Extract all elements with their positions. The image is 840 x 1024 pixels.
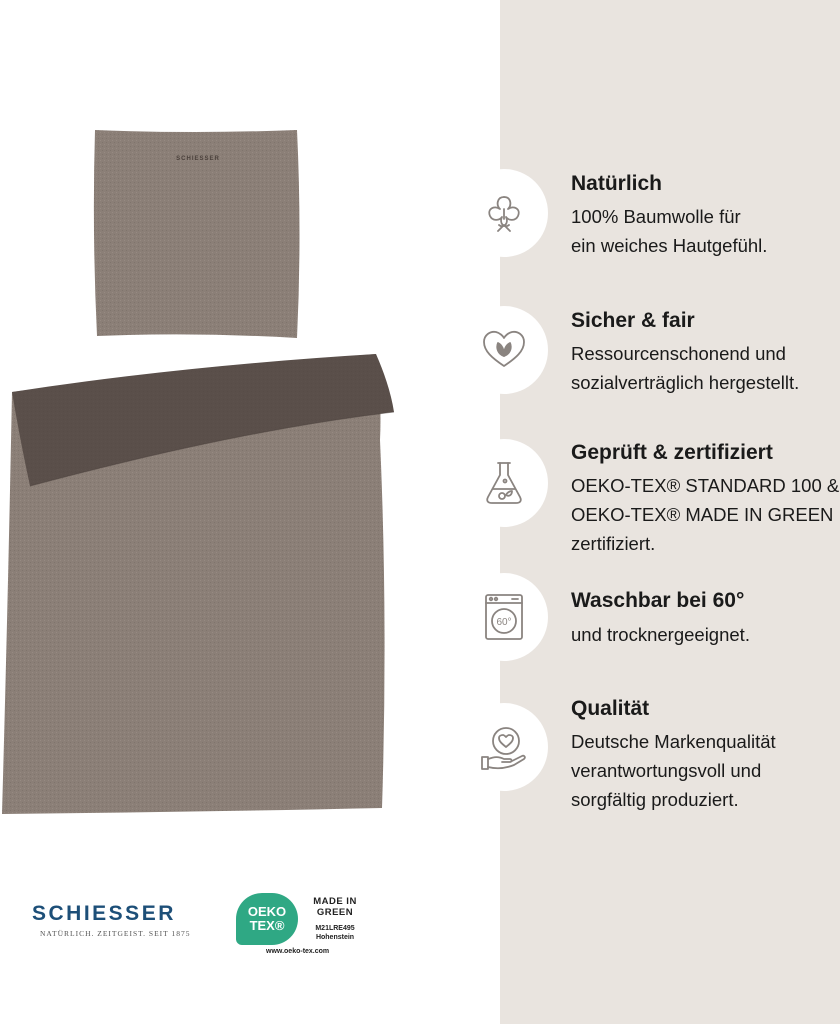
feature-title-sicher-fair: Sicher & fair <box>571 309 695 332</box>
feature-desc-geprueft <box>571 471 839 558</box>
feature-desc-sicher-fair <box>571 339 799 397</box>
oeko-url: www.oeko-tex.com <box>266 948 330 955</box>
feature-title-waschbar: Waschbar bei 60° <box>571 589 745 612</box>
oeko-tex-logo <box>236 893 298 945</box>
feature-desc-line: zertifiziert. <box>571 533 656 554</box>
hand-globe-heart-icon <box>460 703 548 791</box>
feature-desc-waschbar <box>571 620 750 649</box>
feature-title-natuerlich: Natürlich <box>571 172 663 195</box>
feature-desc-natuerlich <box>571 202 767 260</box>
washing-temperature-label: 60° <box>496 617 512 628</box>
cotton-flower-icon <box>460 169 548 257</box>
oeko-made-in-green <box>310 896 360 918</box>
heart-leaf-icon <box>460 306 548 394</box>
feature-desc-line: OEKO-TEX® STANDARD 100 & <box>571 475 840 496</box>
feature-title-geprueft: Geprüft & zertifiziert <box>571 441 773 464</box>
oeko-made-in: MADE IN <box>313 896 357 907</box>
feature-desc-line: Ressourcenschonend und <box>571 343 786 364</box>
oeko-line1: OEKO <box>247 904 287 919</box>
oeko-code: M21LRE495 <box>315 925 355 932</box>
pillow-brand-label: SCHIESSER <box>176 156 220 162</box>
feature-list <box>460 0 840 1024</box>
feature-title-qualitaet: Qualität <box>571 697 650 720</box>
feature-desc-line: sorgfältig produziert. <box>571 789 739 810</box>
oeko-certificate <box>310 924 360 942</box>
bedding-product-image <box>0 0 420 830</box>
feature-desc-line: und trocknergeeignet. <box>571 624 750 645</box>
feature-desc-line: 100% Baumwolle für <box>571 206 741 227</box>
feature-desc-line: sozialverträglich hergestellt. <box>571 372 800 393</box>
feature-desc-line: verantwortungsvoll und <box>571 760 762 781</box>
feature-desc-line: ein weiches Hautgefühl. <box>571 235 768 256</box>
feature-desc-qualitaet <box>571 727 776 814</box>
washing-machine-icon <box>460 573 548 661</box>
oeko-line2: TEX® <box>249 918 285 933</box>
oeko-location: Hohenstein <box>315 934 355 941</box>
schiesser-logo: SCHIESSER <box>32 902 176 925</box>
oeko-green: GREEN <box>316 907 354 918</box>
feature-desc-line: Deutsche Markenqualität <box>571 731 776 752</box>
feature-desc-line: OEKO-TEX® MADE IN GREEN <box>571 504 834 525</box>
schiesser-tagline: NATÜRLICH. ZEITGEIST. SEIT 1875 <box>40 929 191 938</box>
lab-flask-icon <box>460 439 548 527</box>
